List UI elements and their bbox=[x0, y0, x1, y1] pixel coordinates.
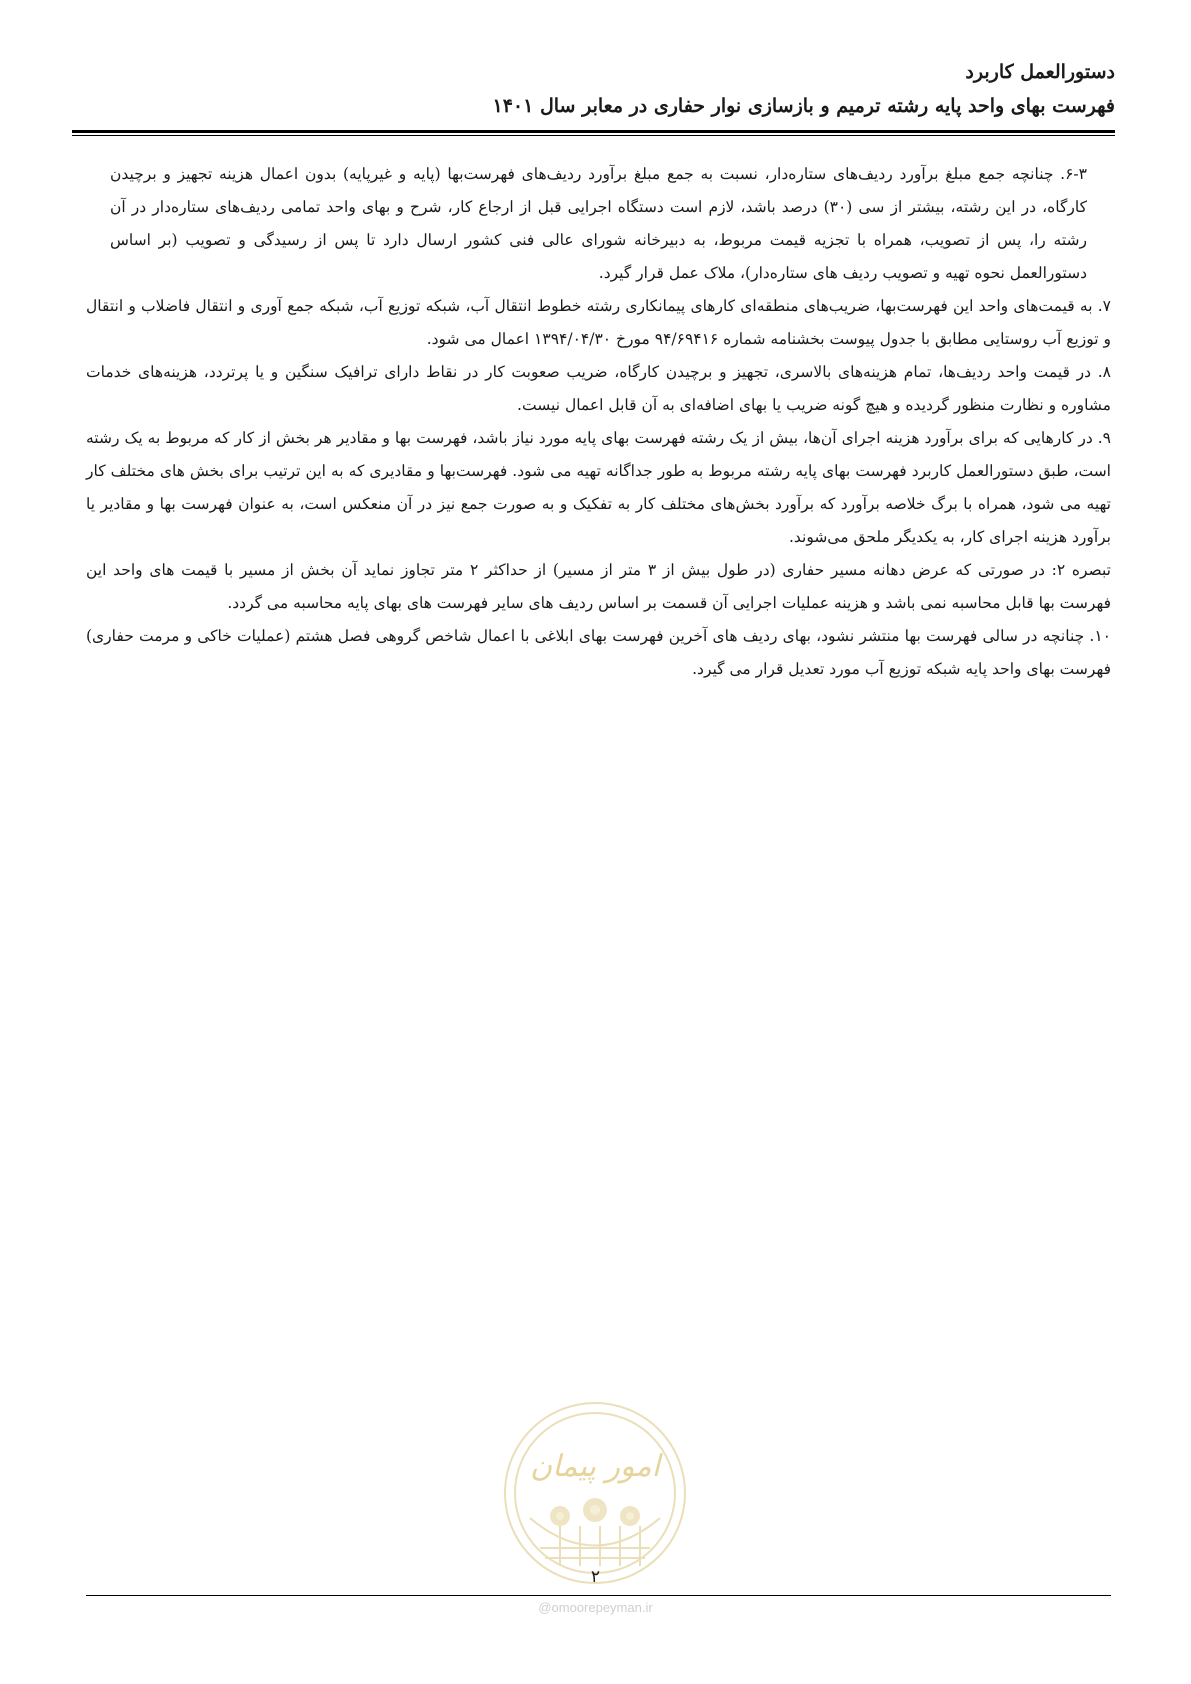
footer-rule bbox=[86, 1595, 1111, 1596]
paragraph-9: ۹. در کارهایی که برای برآورد هزینه اجرای آن‌ها، بیش از یک رشته فهرست بهای پایه مورد نیاز باشد، فهرست بها و مقادیر هر بخش از کار که مربوط به یک رشته است، طبق دستورالعمل کاربرد فهرست بهای پایه رشته مربوط به طور جداگانه تهیه می شود. فهرست‌بها و مقادیری که به این ترتیب برای بخش های مختلف کار تهیه می شود، همراه با برگ خلاصه برآورد که برآورد بخش‌های مختلف کار به تفکیک و به صورت جمع نیز در آن منعکس است، به عنوان فهرست بها و مقادیر یا برآورد هزینه اجرای کار، به یکدیگر ملحق می‌شوند. bbox=[86, 429, 1111, 546]
watermark-url: @omoorepeyman.ir bbox=[538, 1600, 653, 1615]
document-body bbox=[86, 158, 1111, 686]
document-title: فهرست بهای واحد پایه رشته ترمیم و بازسازی نوار حفاری در معابر سال ۱۴۰۱ bbox=[492, 95, 1115, 117]
header-rule-thick bbox=[72, 130, 1115, 133]
note-2: تبصره ۲: در صورتی که عرض دهانه مسیر حفاری (در طول بیش از ۳ متر از مسیر) از حداکثر ۲ متر تجاوز نماید آن بخش از مسیر با قیمت های واحد این فهرست بها قابل محاسبه نمی باشد و هزینه عملیات اجرایی آن قسمت بر اساس ردیف های سایر فهرست های بهای پایه محاسبه می گردد. bbox=[86, 561, 1111, 612]
paragraph-8: ۸. در قیمت واحد ردیف‌ها، تمام هزینه‌های بالاسری، تجهیز و برچیدن کارگاه، ضریب صعوبت کار در نقاط دارای ترافیک سنگین و یا پرتردد، هزینه‌های خدمات مشاوره و نظارت منظور گردیده و هیچ گونه ضریب یا بهای اضافه‌ای به آن قابل اعمال نیست. bbox=[86, 363, 1111, 414]
paragraph-10: ۱۰. چنانچه در سالی فهرست بها منتشر نشود، بهای ردیف های آخرین فهرست بهای ابلاغی با اعمال شاخص گروهی فصل هشتم (عملیات خاکی و مرمت حفاری) فهرست بهای واحد پایه شبکه توزیع آب مورد تعدیل قرار می گیرد. bbox=[86, 627, 1111, 678]
paragraph-6-3: ۶-۳. چنانچه جمع مبلغ برآورد ردیف‌های ستاره‌دار، نسبت به جمع مبلغ برآورد ردیف‌های فهرست‌بها (پایه و غیرپایه) بدون اعمال هزینه تجهیز و برچیدن کارگاه، در این رشته، بیشتر از سی (۳۰) درصد باشد، لازم است دستگاه اجرایی قبل از ارجاع کار، شرح و بهای واحد تمامی ردیف‌های ستاره‌دار در آن رشته را، پس از تصویب، همراه با تجزیه قیمت مربوط، به دبیرخانه شورای عالی فنی کشور ارسال دارد تا پس از رسیدگی و تصویب (بر اساس دستورالعمل نحوه تهیه و تصویب ردیف های ستاره‌دار)، ملاک عمل قرار گیرد. bbox=[110, 165, 1087, 282]
header-rule-thin bbox=[72, 135, 1115, 136]
page-number: ۲ bbox=[590, 1567, 601, 1587]
page-header bbox=[72, 58, 1115, 120]
paragraph-7: ۷. به قیمت‌های واحد این فهرست‌بها، ضریب‌های منطقه‌ای کارهای پیمانکاری رشته خطوط انتقال آب، شبکه توزیع آب، شبکه جمع آوری و انتقال فاضلاب و انتقال و توزیع آب روستایی مطابق با جدول پیوست بخشنامه شماره ۹۴/۶۹۴۱۶ مورخ ۱۳۹۴/۰۴/۳۰ اعمال می شود. bbox=[86, 297, 1111, 348]
watermark-seal-logo bbox=[500, 1398, 690, 1588]
document-category: دستورالعمل کاربرد bbox=[965, 61, 1115, 83]
seal-icon bbox=[500, 1398, 690, 1588]
seal-text: امور پیمان bbox=[530, 1449, 660, 1484]
